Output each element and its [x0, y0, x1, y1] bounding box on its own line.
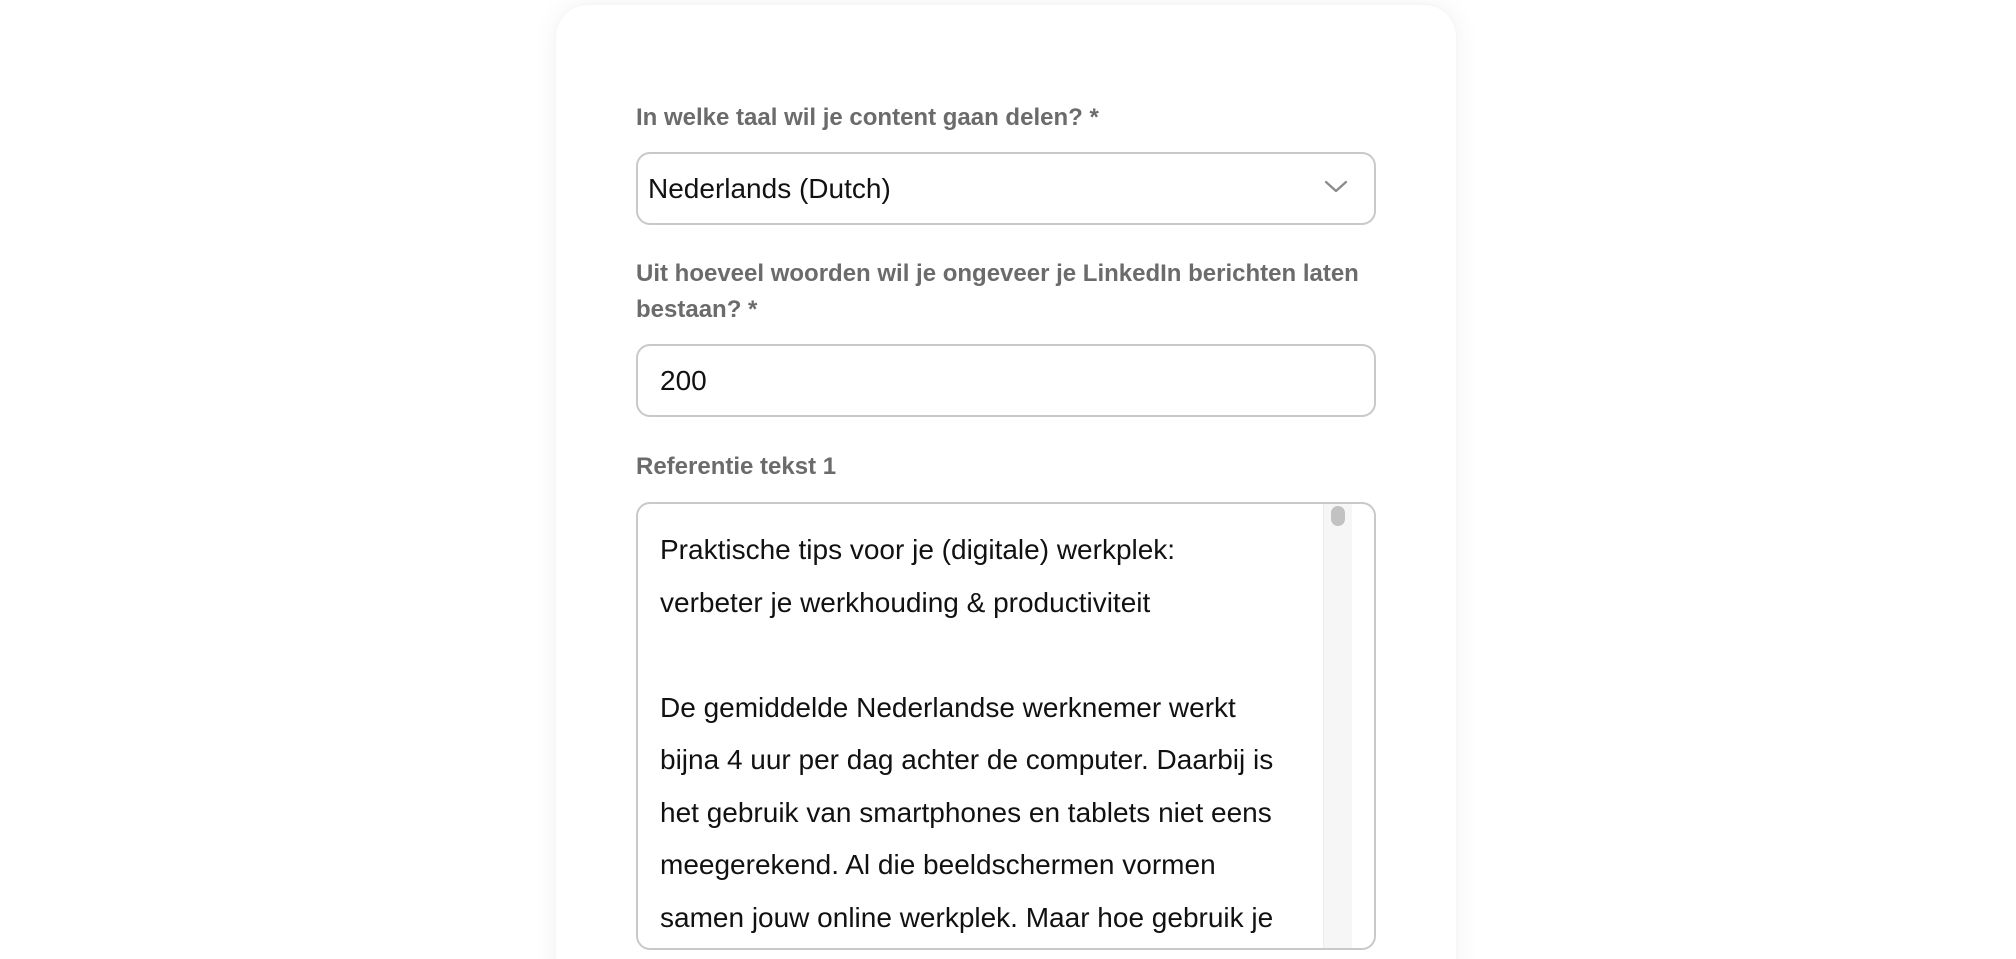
- reference-text-line: verbeter je werkhouding & productiviteit: [660, 586, 1151, 618]
- word-count-input[interactable]: [636, 344, 1376, 417]
- reference-text-line: het gebruik van smartphones en tablets niet eens: [660, 796, 1272, 828]
- word-count-label-line2: bestaan? *: [636, 296, 758, 323]
- reference-text-line: meegerekend. Al die beeldschermen vormen: [660, 849, 1216, 880]
- textarea-scrollbar[interactable]: [1323, 504, 1352, 948]
- reference-text-1-label: Referentie tekst 1: [636, 453, 837, 480]
- chevron-down-icon: [1322, 176, 1350, 196]
- reference-text-line: Praktische tips voor je (digitale) werkplek:: [660, 534, 1176, 565]
- language-label: In welke taal wil je content gaan delen? *: [636, 104, 1099, 131]
- word-count-value: 200: [660, 365, 707, 396]
- textarea-scroll-thumb[interactable]: [1331, 506, 1345, 526]
- word-count-label: [636, 256, 1396, 328]
- reference-text-1-content: [660, 524, 1320, 944]
- reference-text-1-textarea[interactable]: [636, 502, 1376, 950]
- language-select[interactable]: [636, 152, 1376, 225]
- reference-text-line: bijna 4 uur per dag achter de computer. Daarbij is: [660, 744, 1274, 775]
- word-count-label-line1: Uit hoeveel woorden wil je ongeveer je LinkedIn berichten laten: [636, 260, 1359, 287]
- reference-text-blank-line: [660, 629, 1320, 682]
- reference-text-line: De gemiddelde Nederlandse werknemer werkt: [660, 691, 1236, 723]
- language-select-value: Nederlands (Dutch): [648, 173, 891, 204]
- reference-text-line: samen jouw online werkplek. Maar hoe gebruik je: [660, 901, 1274, 933]
